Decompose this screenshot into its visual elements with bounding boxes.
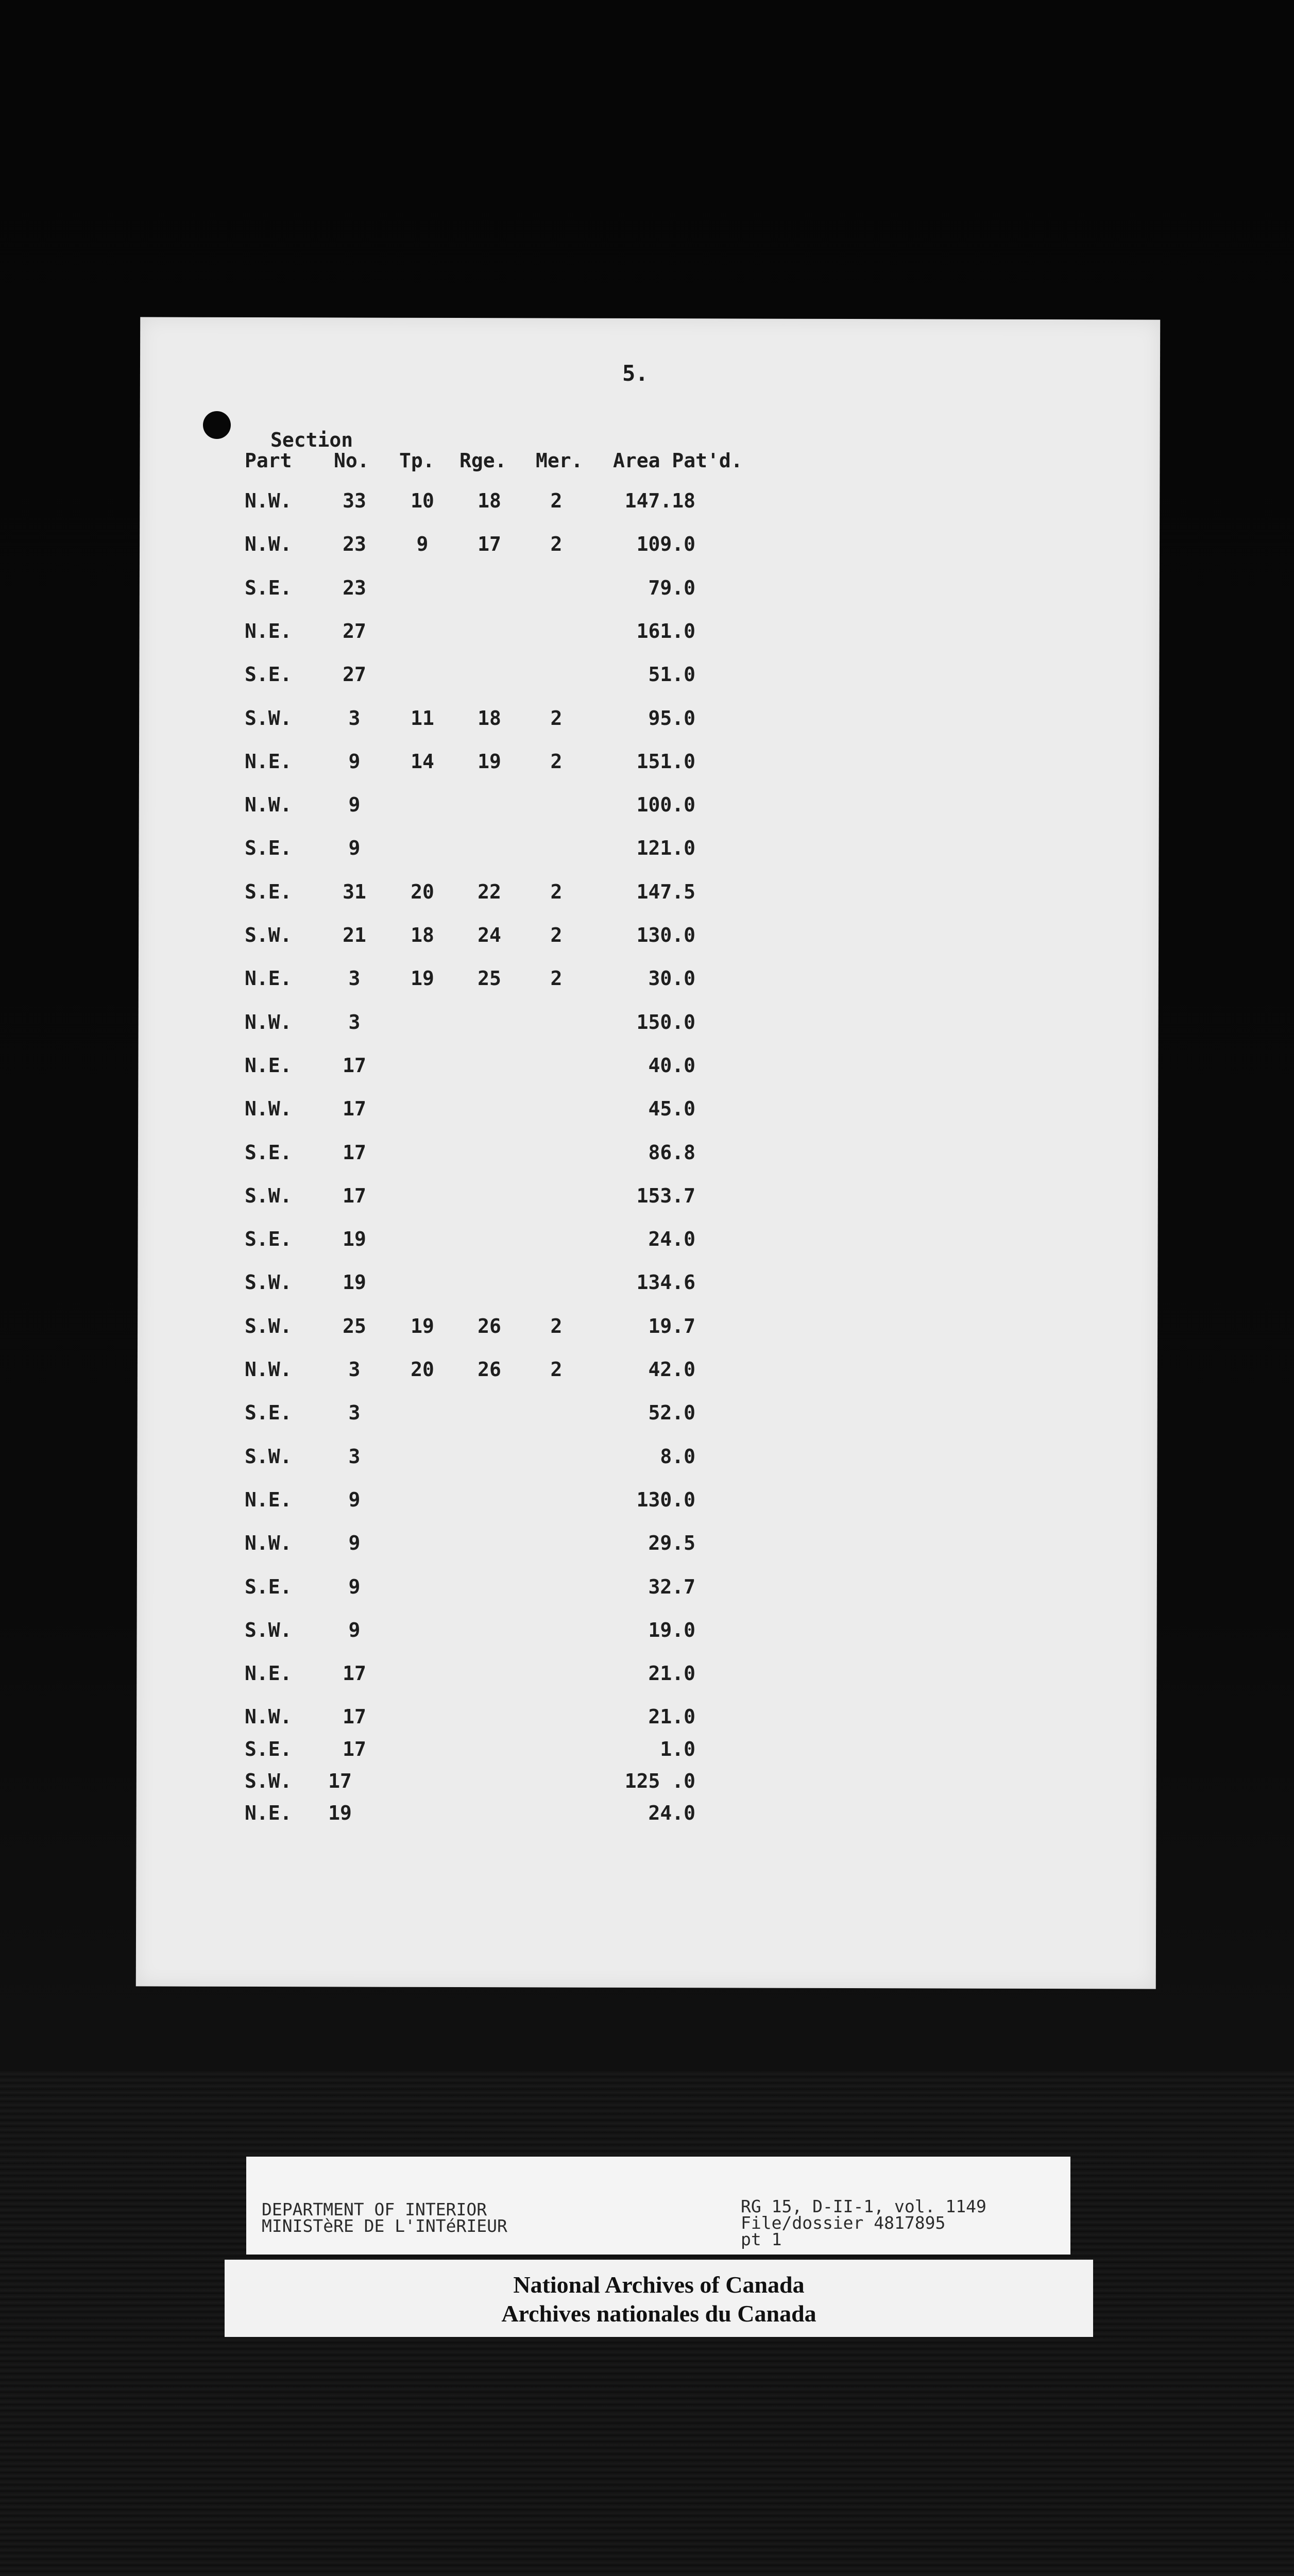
cell-no: 17 [343,1097,366,1120]
cell-no: 27 [343,663,366,686]
cell-no: 9 [348,1488,361,1511]
cell-area: 19.0 [648,1619,695,1641]
table-row [0,1445,1294,1476]
cell-area: 51.0 [648,663,695,686]
cell-area: 153.7 [636,1184,695,1207]
table-row [0,1488,1294,1519]
table-row [0,533,1294,564]
cell-part: N.E. [245,620,292,642]
page-number: 5. [622,361,649,386]
cell-rge: 19 [478,750,501,773]
cell-part: S.E. [245,1738,292,1760]
cell-mer: 2 [550,489,563,512]
cell-area: 52.0 [648,1401,695,1424]
cell-part: N.E. [245,1054,292,1077]
cell-no: 9 [348,793,361,816]
cell-part: N.E. [245,967,292,990]
header-tp: Tp. [399,449,435,472]
cell-rge: 22 [478,880,501,903]
cell-area: 19.7 [648,1315,695,1337]
cell-tp: 14 [411,750,434,773]
department-en: DEPARTMENT OF INTERIOR [262,2199,487,2219]
table-row [0,1184,1294,1215]
table-row [0,880,1294,911]
header-no: No. [334,449,369,472]
table-row [0,1575,1294,1606]
table-row [0,750,1294,781]
header-rge: Rge. [459,449,507,472]
cell-part: N.W. [245,489,292,512]
cell-area: 151.0 [636,750,695,773]
header-mer: Mer. [536,449,583,472]
cell-mer: 2 [550,707,563,730]
header-section-label: Section [270,429,353,451]
cell-tp: 11 [411,707,434,730]
cell-area: 8.0 [660,1445,695,1468]
cell-area: 130.0 [636,924,695,946]
file-number: File/dossier 4817895 [741,2213,946,2233]
header-part: Part [245,449,292,472]
cell-part: N.W. [245,1011,292,1033]
cell-area: 150.0 [636,1011,695,1033]
cell-part: N.W. [245,1358,292,1381]
cell-mer: 2 [550,1358,563,1381]
cell-no: 9 [348,1575,361,1598]
cell-area: 21.0 [648,1662,695,1685]
cell-rge: 17 [478,533,501,555]
cell-no: 17 [343,1738,366,1760]
table-row [0,967,1294,998]
cell-no: 31 [343,880,366,903]
cell-no: 27 [343,620,366,642]
header-area: Area Pat'd. [613,449,743,472]
cell-part: N.W. [245,533,292,555]
cell-tp: 19 [411,967,434,990]
cell-part: S.W. [245,1770,292,1792]
table-row [0,1054,1294,1085]
table-row [0,924,1294,955]
cell-tp: 9 [416,533,429,555]
cell-area: 24.0 [648,1802,695,1824]
cell-part: S.W. [245,1445,292,1468]
cell-no: 17 [343,1705,366,1728]
cell-no: 21 [343,924,366,946]
table-row [0,1228,1294,1259]
cell-area: 42.0 [648,1358,695,1381]
cell-mer: 2 [550,1315,563,1337]
cell-part: S.E. [245,663,292,686]
cell-no: 3 [348,1445,361,1468]
table-row [0,489,1294,520]
cell-tp: 20 [411,880,434,903]
cell-part: S.E. [245,1141,292,1164]
cell-no: 19 [343,1228,366,1250]
table-row [0,1011,1294,1042]
cell-rge: 26 [478,1315,501,1337]
cell-mer: 2 [550,533,563,555]
table-row [0,1619,1294,1650]
cell-no: 9 [348,837,361,859]
cell-area: 1.0 [660,1738,695,1760]
cell-part: N.W. [245,793,292,816]
file-part: pt 1 [741,2229,782,2249]
table-row [0,620,1294,651]
cell-part: S.W. [245,1315,292,1337]
cell-no: 33 [343,489,366,512]
table-row [0,1401,1294,1432]
cell-no: 3 [348,707,361,730]
cell-part: S.W. [245,707,292,730]
table-row [0,1532,1294,1563]
cell-area: 161.0 [636,620,695,642]
cell-no: 25 [343,1315,366,1337]
cell-area: 30.0 [648,967,695,990]
cell-no: 17 [328,1770,352,1792]
cell-tp: 18 [411,924,434,946]
cell-part: N.W. [245,1097,292,1120]
cell-area: 121.0 [636,837,695,859]
cell-tp: 10 [411,489,434,512]
cell-part: N.E. [245,1802,292,1824]
cell-no: 9 [348,1619,361,1641]
cell-part: S.E. [245,880,292,903]
archives-line-fr: Archives nationales du Canada [501,2300,816,2327]
cell-part: S.E. [245,1401,292,1424]
cell-rge: 18 [478,707,501,730]
table-row [0,1097,1294,1128]
table-row [0,793,1294,824]
cell-part: S.E. [245,837,292,859]
table-row [0,707,1294,738]
cell-area: 24.0 [648,1228,695,1250]
cell-area: 29.5 [648,1532,695,1554]
cell-part: S.E. [245,577,292,599]
cell-tp: 19 [411,1315,434,1337]
table-row [0,1738,1294,1769]
cell-no: 9 [348,750,361,773]
table-row [0,1662,1294,1693]
cell-rge: 24 [478,924,501,946]
cell-part: S.W. [245,924,292,946]
cell-no: 19 [343,1271,366,1294]
cell-no: 17 [343,1184,366,1207]
cell-mer: 2 [550,967,563,990]
cell-part: S.W. [245,1184,292,1207]
cell-no: 3 [348,1358,361,1381]
cell-part: S.E. [245,1575,292,1598]
cell-part: S.W. [245,1619,292,1641]
table-row [0,1315,1294,1346]
cell-no: 23 [343,533,366,555]
table-row [0,1770,1294,1801]
table-row [0,577,1294,607]
cell-no: 17 [343,1054,366,1077]
cell-area: 79.0 [648,577,695,599]
cell-part: N.E. [245,1662,292,1685]
cell-area: 130.0 [636,1488,695,1511]
cell-part: N.W. [245,1532,292,1554]
cell-rge: 25 [478,967,501,990]
cell-no: 3 [348,967,361,990]
cell-area: 95.0 [648,707,695,730]
table-row [0,663,1294,694]
archives-line-en: National Archives of Canada [513,2272,805,2298]
cell-part: S.E. [245,1228,292,1250]
cell-area: 147.5 [636,880,695,903]
cell-area: 86.8 [648,1141,695,1164]
cell-mer: 2 [550,750,563,773]
cell-area: 32.7 [648,1575,695,1598]
cell-part: N.E. [245,750,292,773]
cell-area: 109.0 [636,533,695,555]
table-row [0,837,1294,868]
reference-number: RG 15, D-II-1, vol. 1149 [741,2196,986,2216]
table-row [0,1705,1294,1736]
cell-area: 45.0 [648,1097,695,1120]
cell-rge: 26 [478,1358,501,1381]
table-row [0,1141,1294,1172]
cell-no: 19 [328,1802,352,1824]
cell-no: 17 [343,1141,366,1164]
cell-no: 17 [343,1662,366,1685]
cell-rge: 18 [478,489,501,512]
cell-mer: 2 [550,880,563,903]
cell-tp: 20 [411,1358,434,1381]
cell-no: 3 [348,1401,361,1424]
archive-label-card [246,2157,1070,2255]
table-row [0,1271,1294,1302]
department-fr: MINISTèRE DE L'INTéRIEUR [262,2216,507,2236]
archives-banner [225,2260,1093,2337]
cell-area: 100.0 [636,793,695,816]
cell-area: 147.18 [624,489,695,512]
cell-no: 23 [343,577,366,599]
cell-mer: 2 [550,924,563,946]
cell-part: S.W. [245,1271,292,1294]
cell-part: N.E. [245,1488,292,1511]
table-row [0,1802,1294,1833]
cell-no: 9 [348,1532,361,1554]
cell-part: N.W. [245,1705,292,1728]
cell-area: 125 .0 [624,1770,695,1792]
cell-area: 21.0 [648,1705,695,1728]
punch-hole [203,411,231,439]
cell-no: 3 [348,1011,361,1033]
cell-area: 40.0 [648,1054,695,1077]
cell-area: 134.6 [636,1271,695,1294]
table-row [0,1358,1294,1389]
